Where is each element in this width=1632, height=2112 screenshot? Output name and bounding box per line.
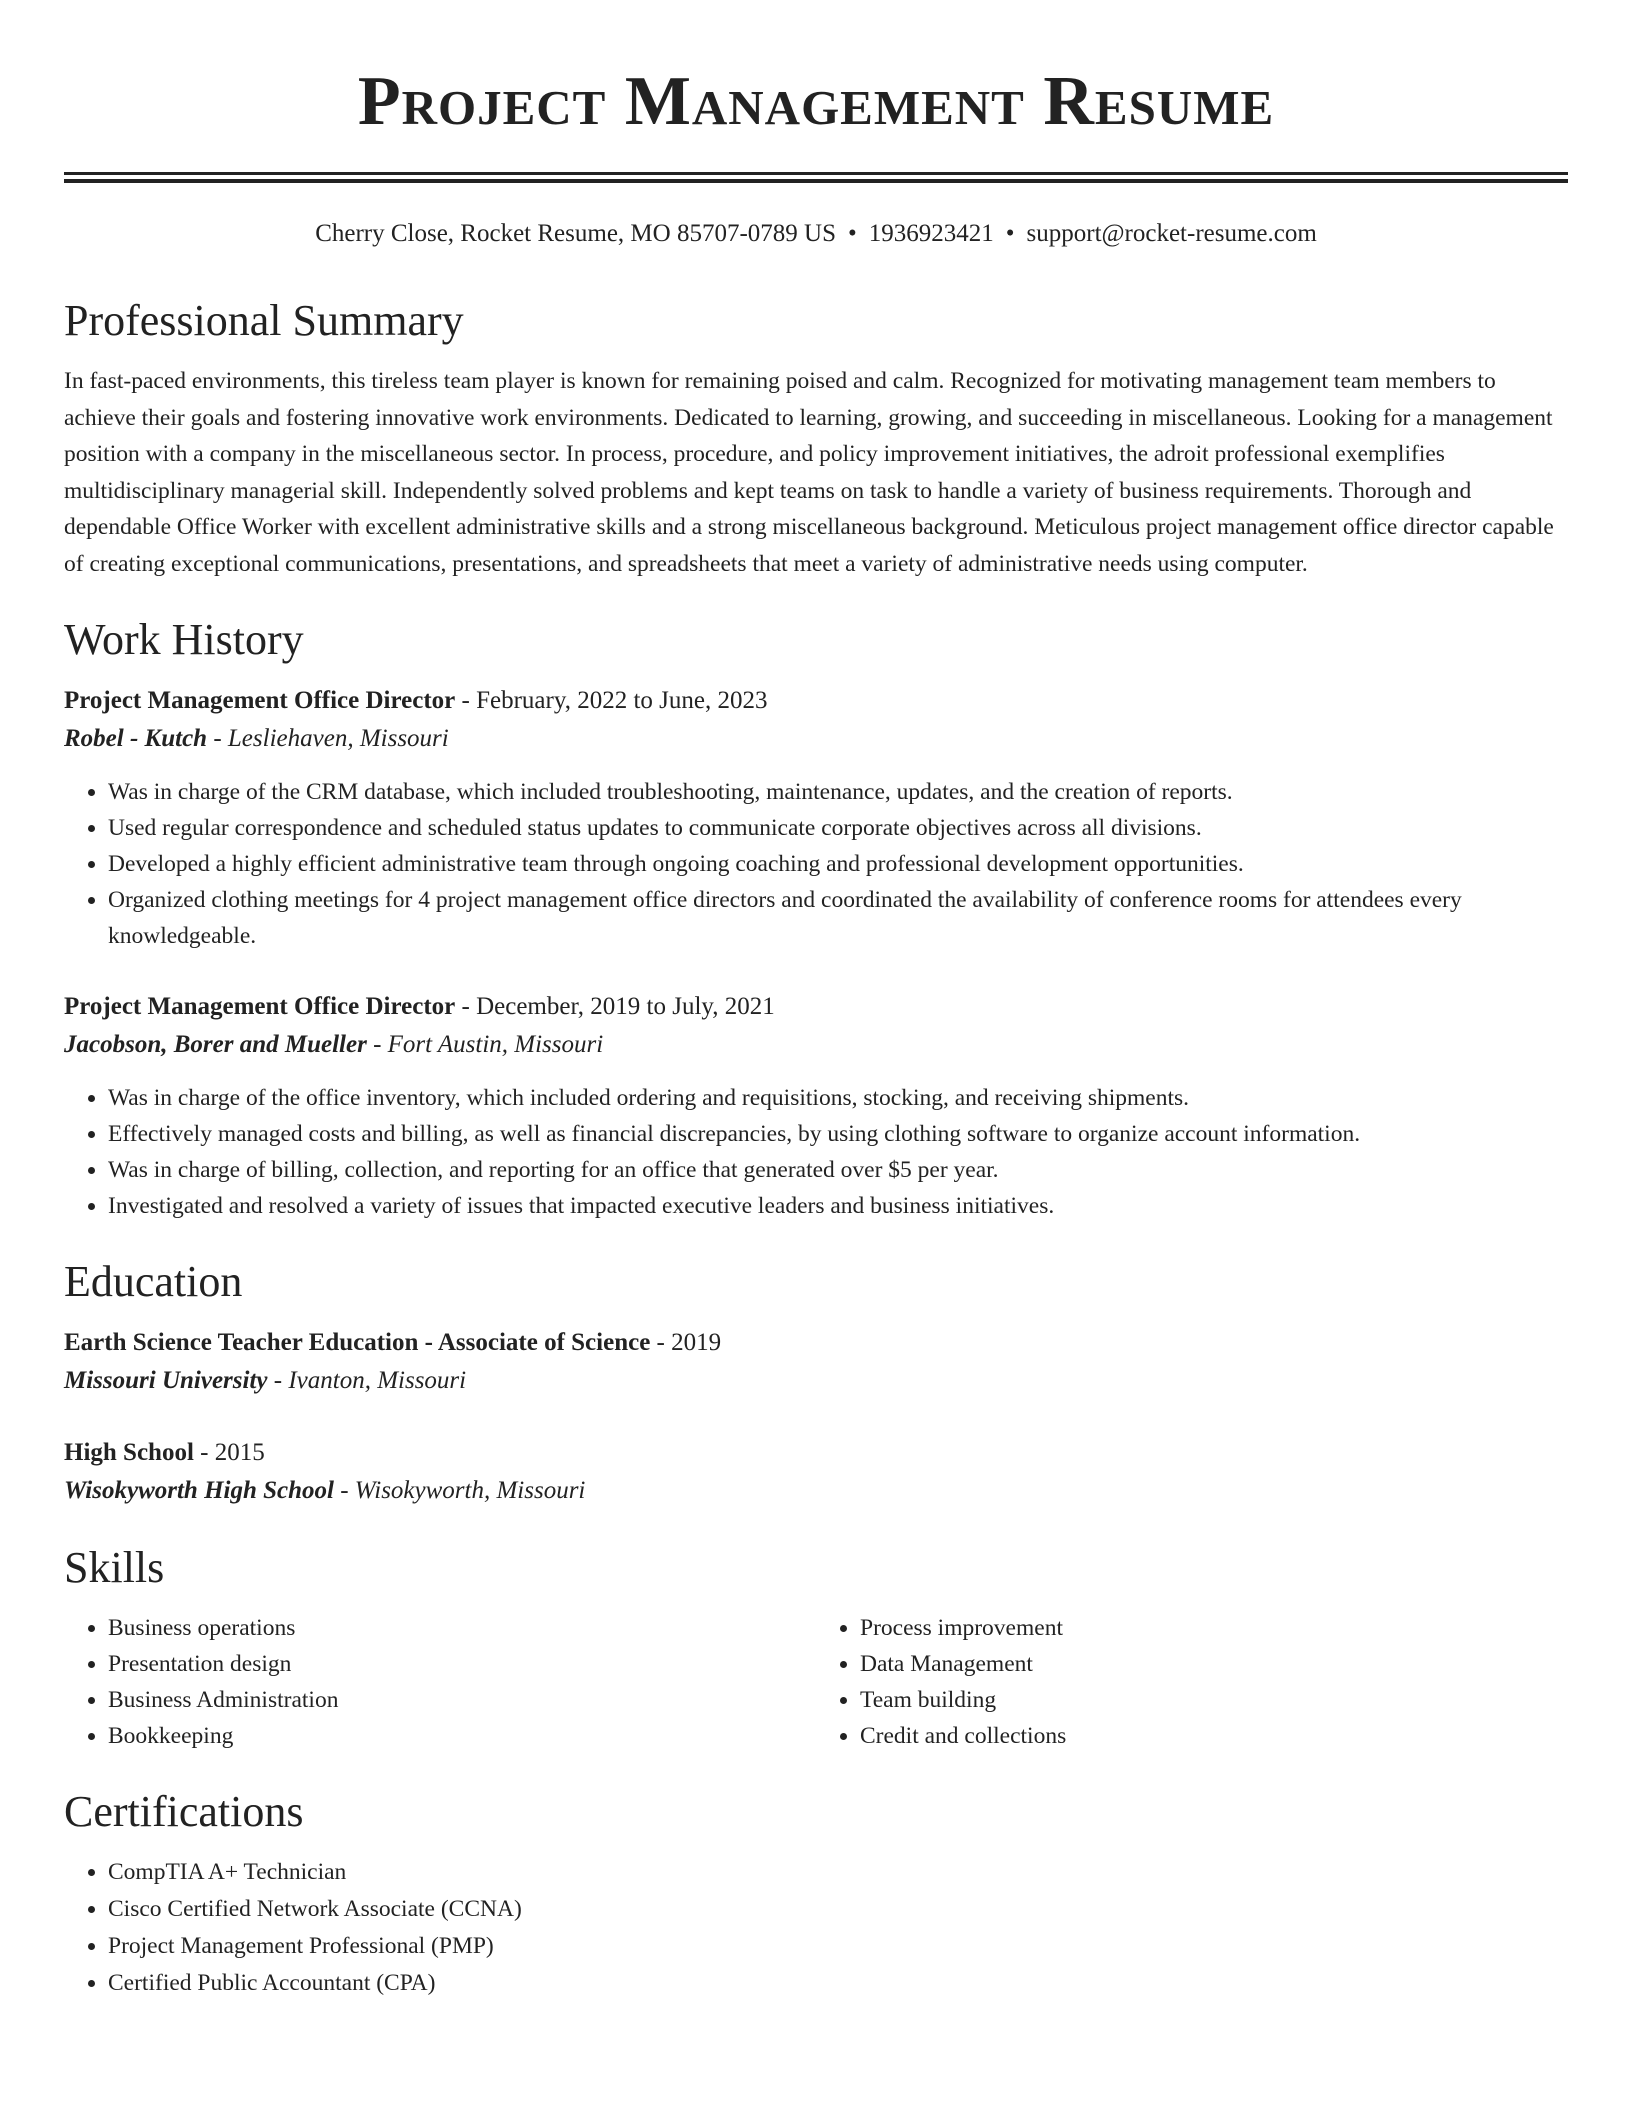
- skills-columns: [64, 1610, 1568, 1754]
- job-bullet: • Used regular correspondence and scheduled status updates to communicate corporate objectives across all divisions.: [108, 810, 1568, 846]
- title-divider: [64, 172, 1568, 183]
- job-title: Project Management Office Director: [64, 993, 456, 1020]
- job-company: Jacobson, Borer and Mueller: [64, 1031, 367, 1058]
- contact-address: Cherry Close, Rocket Resume, MO 85707-0789 US: [315, 220, 836, 247]
- job-entry: [64, 988, 1568, 1224]
- contact-separator: •: [847, 220, 857, 247]
- certifications-heading: Certifications: [64, 1787, 304, 1836]
- job-bullet: • Was in charge of the office inventory, which included ordering and requisitions, stocking, and receiving shipments.: [108, 1080, 1568, 1116]
- certification-item: • Certified Public Accountant (CPA): [108, 1965, 1568, 2002]
- job-title: Project Management Office Director: [64, 687, 456, 714]
- job-bullet-list: [64, 774, 1568, 954]
- education-location: - Ivanton, Missouri: [267, 1367, 467, 1394]
- job-bullet: • Organized clothing meetings for 4 project management office directors and coordinated the availability of conference rooms for attendees every knowledgeable.: [108, 882, 1568, 954]
- education-entry: [64, 1324, 1568, 1400]
- job-location: - Lesliehaven, Missouri: [207, 725, 449, 752]
- skills-heading: Skills: [64, 1543, 165, 1592]
- skill-item: • Credit and collections: [860, 1718, 1568, 1754]
- education-school-line: [64, 1472, 1568, 1510]
- contact-email: support@rocket-resume.com: [1026, 220, 1317, 247]
- education-school: Wisokyworth High School: [64, 1477, 334, 1504]
- education-year: - 2019: [650, 1329, 722, 1356]
- education-entry: [64, 1434, 1568, 1510]
- contact-line: [64, 217, 1568, 251]
- work-history-heading: Work History: [64, 615, 304, 664]
- skills-list-left: [64, 1610, 816, 1754]
- job-dates: - February, 2022 to June, 2023: [455, 687, 768, 714]
- skill-item: • Bookkeeping: [108, 1718, 816, 1754]
- education-degree: High School: [64, 1439, 194, 1466]
- skill-item: • Data Management: [860, 1646, 1568, 1682]
- certification-item: • Cisco Certified Network Associate (CCNA): [108, 1891, 1568, 1928]
- job-company: Robel - Kutch: [64, 725, 208, 752]
- education-school-line: [64, 1362, 1568, 1400]
- education-year: - 2015: [193, 1439, 265, 1466]
- education-header: [64, 1434, 1568, 1472]
- education-header: [64, 1324, 1568, 1362]
- resume-title: Project Management Resume: [357, 63, 1275, 140]
- certification-item: • Project Management Professional (PMP): [108, 1928, 1568, 1965]
- skill-item: • Process improvement: [860, 1610, 1568, 1646]
- summary-text: In fast-paced environments, this tireless team player is known for remaining poised and calm. Recognized for motivating management team members to achieve their goals and fostering innovative work environments. Dedicated to learning, growing, and succeeding in miscellaneous. Looking for a management position with a company in the miscellaneous sector. In process, procedure, and policy improvement initiatives, the adroit professional exemplifies multidisciplinary managerial skill. Independently solved problems and kept teams on task to handle a variety of business requirements. Thorough and dependable Office Worker with excellent administrative skills and a strong miscellaneous background. Meticulous project management office director capable of creating exceptional communications, presentations, and spreadsheets that meet a variety of administrative needs using computer.: [64, 368, 1554, 577]
- job-bullet-list: [64, 1080, 1568, 1224]
- skill-item: • Presentation design: [108, 1646, 816, 1682]
- summary-heading: Professional Summary: [64, 296, 464, 345]
- certifications-list: [64, 1854, 1568, 2002]
- job-bullet: • Was in charge of the CRM database, which included troubleshooting, maintenance, updates, and the creation of reports.: [108, 774, 1568, 810]
- education-location: - Wisokyworth, Missouri: [333, 1477, 586, 1504]
- education-degree: Earth Science Teacher Education - Associate of Science: [64, 1329, 651, 1356]
- job-entry: [64, 682, 1568, 954]
- certification-item: • CompTIA A+ Technician: [108, 1854, 1568, 1891]
- job-bullet: • Investigated and resolved a variety of issues that impacted executive leaders and business initiatives.: [108, 1188, 1568, 1224]
- job-dates: - December, 2019 to July, 2021: [455, 993, 775, 1020]
- job-header: [64, 988, 1568, 1026]
- education-heading: Education: [64, 1257, 243, 1306]
- job-header: [64, 682, 1568, 720]
- skill-item: • Business Administration: [108, 1682, 816, 1718]
- contact-phone: 1936923421: [868, 220, 994, 247]
- skill-item: • Team building: [860, 1682, 1568, 1718]
- job-bullet: • Developed a highly efficient administrative team through ongoing coaching and professional development opportunities.: [108, 846, 1568, 882]
- job-location: - Fort Austin, Missouri: [366, 1031, 604, 1058]
- education-school: Missouri University: [64, 1367, 268, 1394]
- job-company-line: [64, 1026, 1568, 1064]
- skill-item: • Business operations: [108, 1610, 816, 1646]
- contact-separator: •: [1005, 220, 1015, 247]
- job-company-line: [64, 720, 1568, 758]
- job-bullet: • Was in charge of billing, collection, and reporting for an office that generated over $5 per year.: [108, 1152, 1568, 1188]
- job-bullet: • Effectively managed costs and billing, as well as financial discrepancies, by using clothing software to organize account information.: [108, 1116, 1568, 1152]
- skills-list-right: [816, 1610, 1568, 1754]
